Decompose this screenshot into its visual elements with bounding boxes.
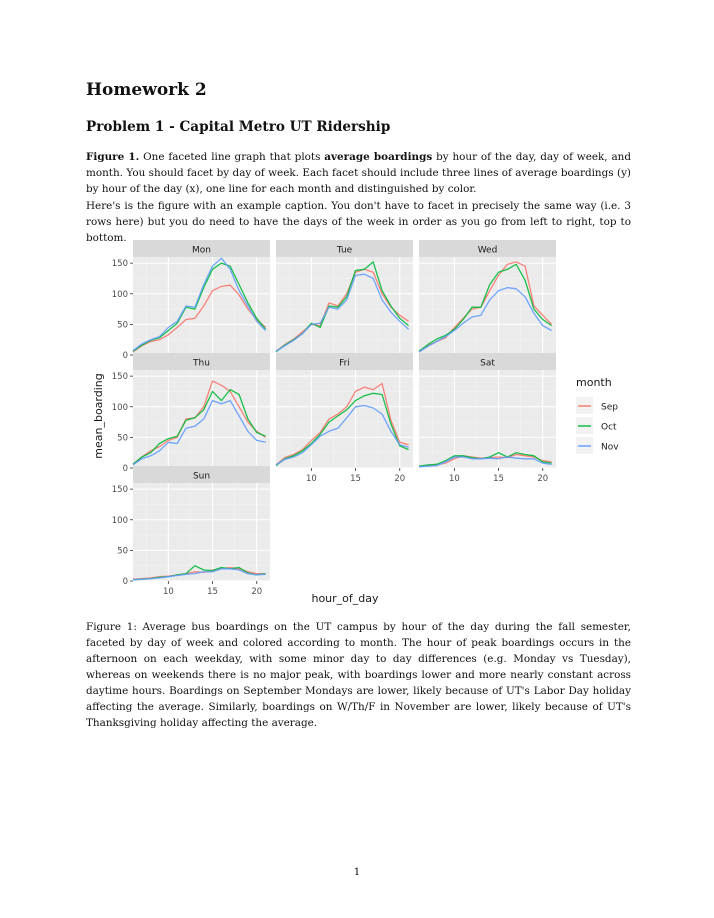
y-tick-label: 150 [111,485,128,496]
y-tick-label: 100 [111,402,128,413]
legend-label-sep: Sep [601,402,618,413]
description-text-2: by hour of the day, day of week, and month. You should facet by day of week. Each facet should include three lines of average boardings (y) by hour of the day (x), one line for each month and distinguished by color. [86,151,631,195]
document-title: Homework 2 [86,80,207,100]
y-tick-label: 50 [117,433,128,444]
x-tick-label: 10 [305,474,317,484]
x-tick-label: 20 [251,587,263,597]
y-tick-label: 0 [122,351,128,361]
figure-caption: Figure 1: Average bus boardings on the UT campus by hour of the day during the fall semester, faceted by day of week and colored according to month. The hour of peak boardings occurs in the afternoon on each weekday, with some minor day to day differences (e.g. Monday vs Tuesday), whereas on weekends there is no major peak, with boardings lower and more nearly constant across daytime hours. Boardings on September Mondays are lower, likely because of UT's Labor Day holiday affecting the average. Similarly, boardings on W/Th/F in November are lower, likely because of UT's Thanksgiving holiday affecting the average. [86,621,631,729]
facet-label-thu: Thu [193,358,210,369]
y-tick-label: 0 [122,464,128,474]
facet-label-mon: Mon [192,245,211,256]
description-emphasis: average boardings [324,151,433,163]
x-tick-label: 10 [162,587,174,597]
description-text-1: One faceted line graph that plots [139,151,325,163]
x-axis-title: hour_of_day [311,592,379,605]
y-tick-label: 100 [111,515,128,526]
section-heading: Problem 1 - Capital Metro UT Ridership [86,119,391,135]
legend-title: month [576,376,612,389]
x-tick-label: 20 [394,474,406,484]
y-tick-label: 0 [122,577,128,587]
y-tick-label: 50 [117,546,128,557]
facet-panel-sat [419,370,556,468]
x-tick-label: 20 [537,474,549,484]
facet-panel-sun [133,483,270,581]
y-tick-label: 150 [111,372,128,383]
y-tick-label: 50 [117,320,128,331]
y-tick-label: 150 [111,259,128,270]
y-tick-label: 100 [111,289,128,300]
facet-label-sat: Sat [480,358,495,369]
x-tick-label: 10 [448,474,460,484]
problem-description [86,149,631,197]
legend-label-nov: Nov [601,442,619,453]
legend-label-oct: Oct [601,422,617,433]
facet-label-wed: Wed [477,245,498,256]
facet-panel-tue [276,257,413,355]
page-number: 1 [353,866,361,878]
facet-label-tue: Tue [336,245,353,256]
x-tick-label: 15 [350,474,361,484]
y-axis-title: mean_boarding [92,373,105,459]
x-tick-label: 15 [493,474,504,484]
faceted-line-chart [86,236,619,608]
facet-label-sun: Sun [192,471,211,482]
instruction-note: Here's is the figure with an example caption. You don't have to facet in precisely the same way (i.e. 3 rows here) but you do need to have the days of the week in order as you go from left to right, top to bottom. [86,200,631,244]
facet-label-fri: Fri [339,358,350,369]
figure-label: Figure 1. [86,151,140,163]
x-tick-label: 15 [207,587,218,597]
facet-panel-thu [133,370,270,468]
